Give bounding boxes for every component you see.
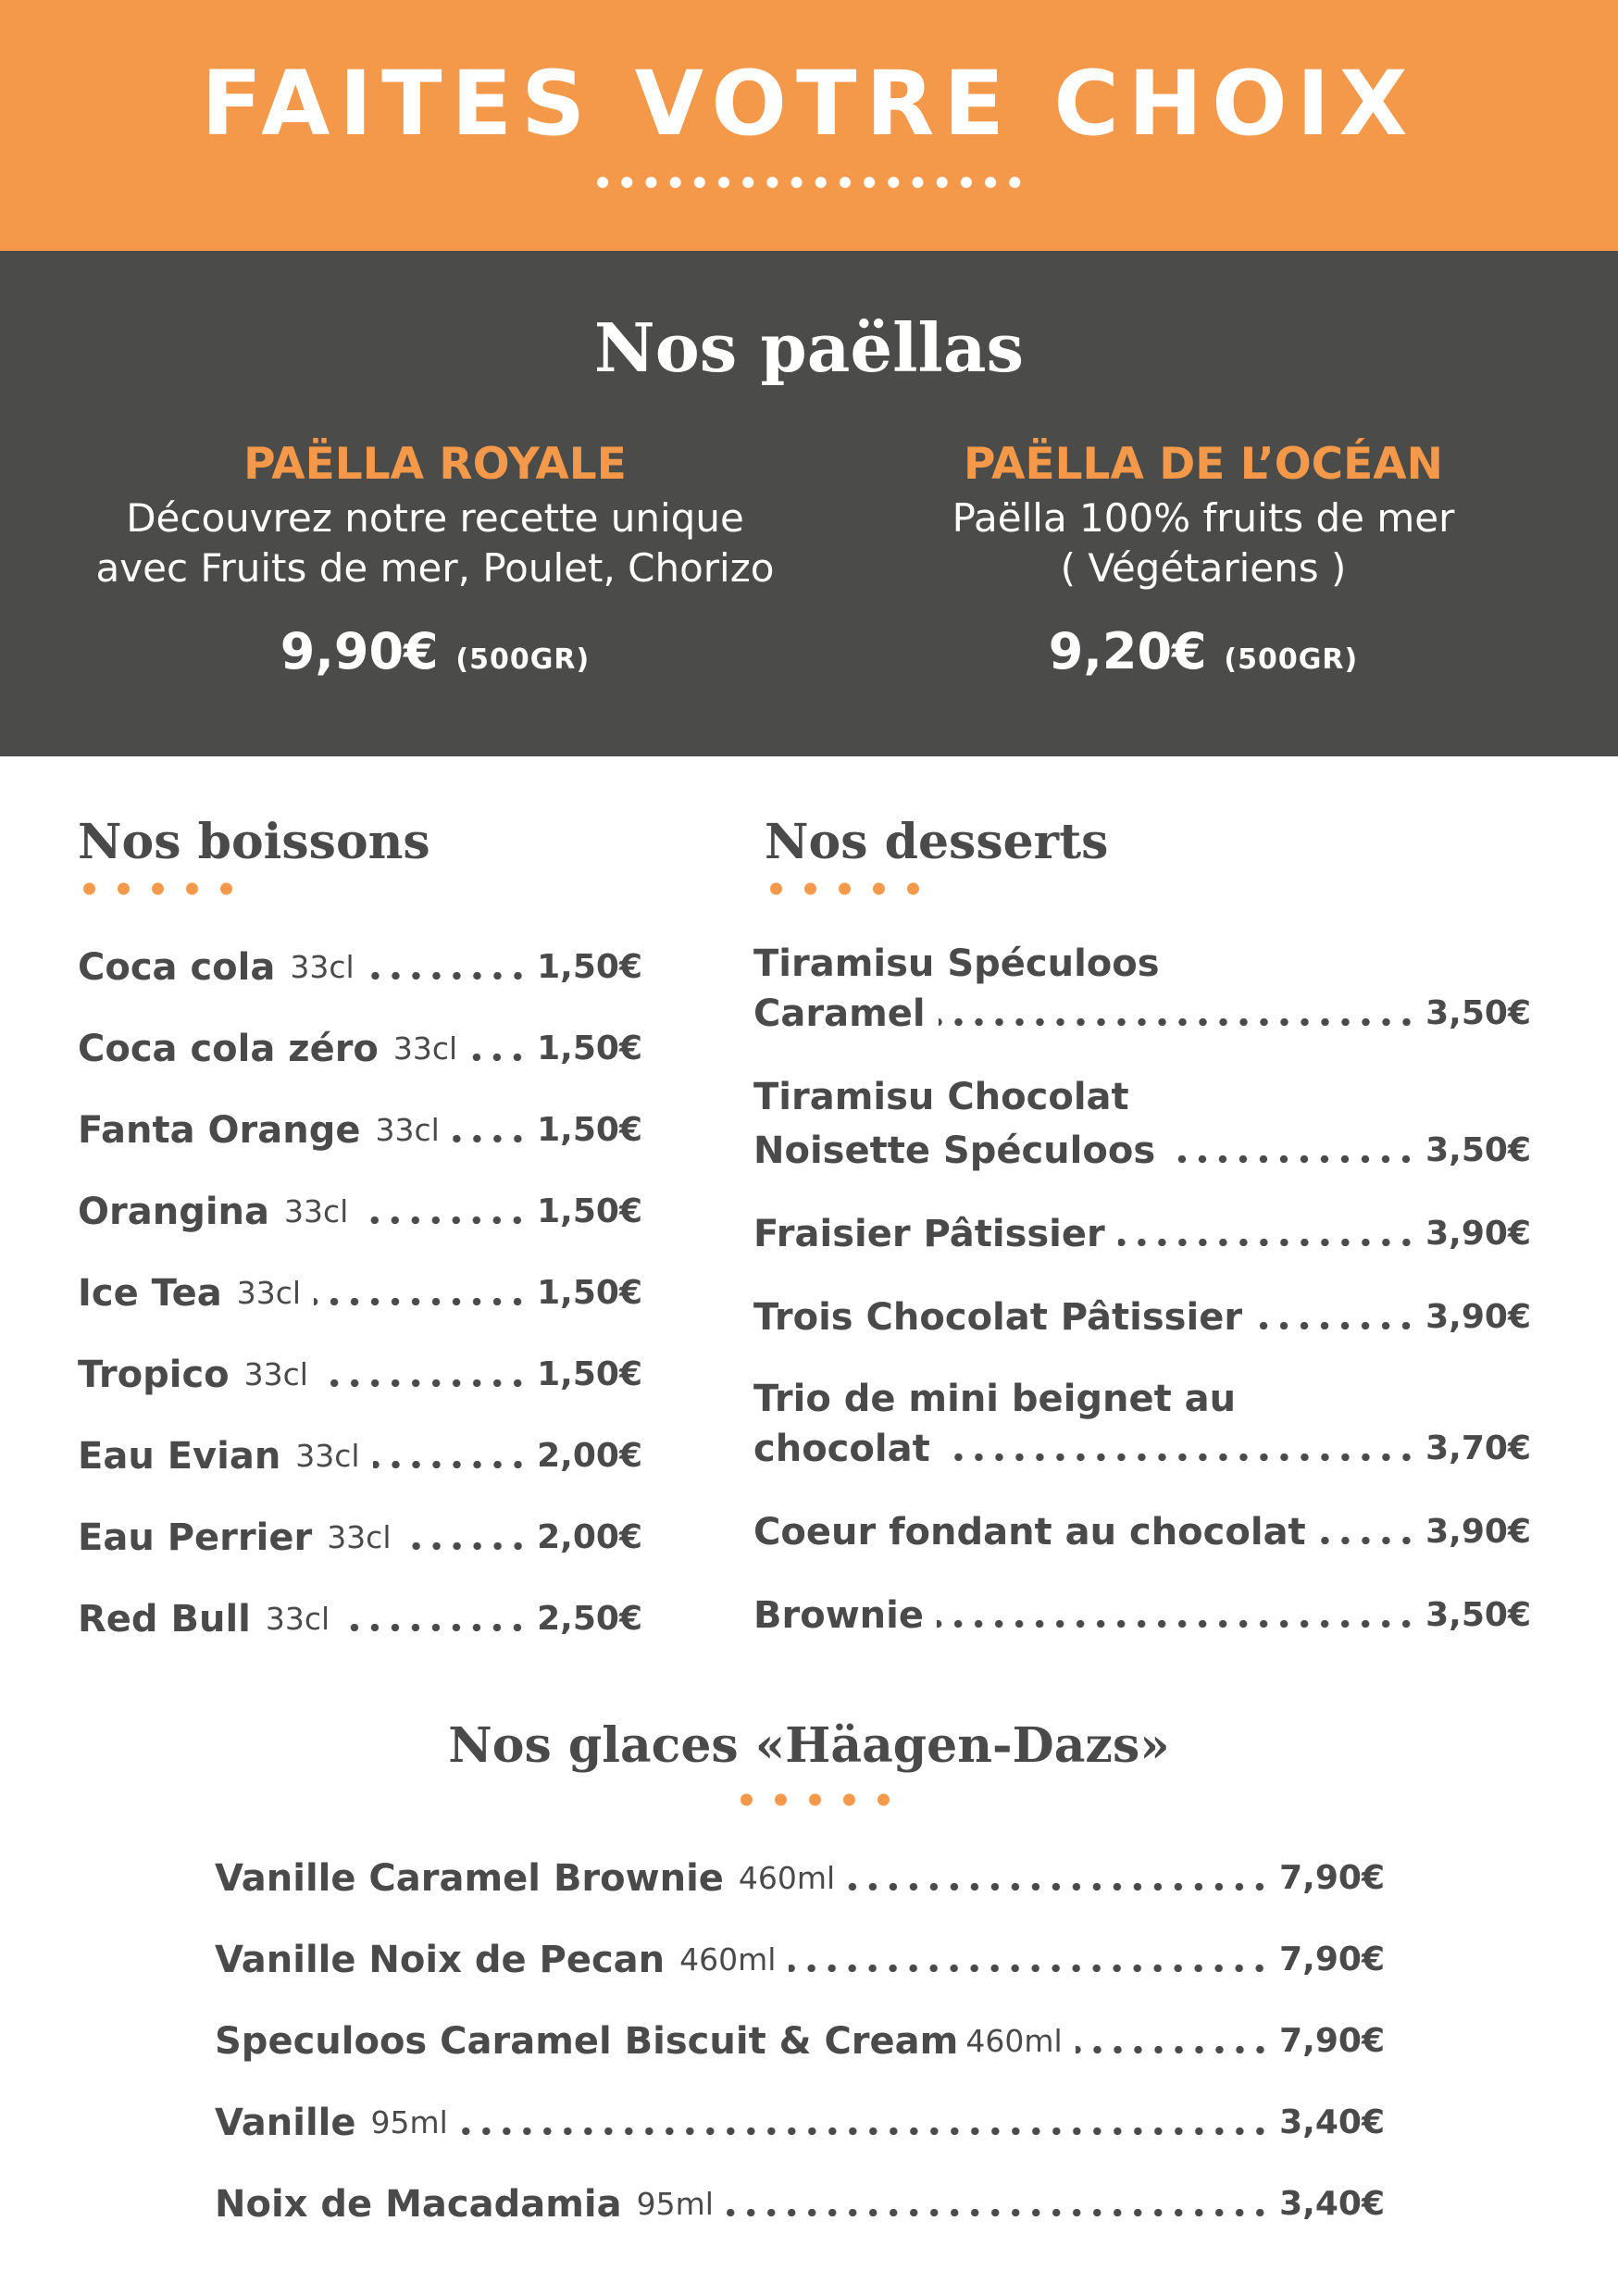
icecream-price: 3,40€ (1279, 2185, 1385, 2223)
drink-row (78, 1596, 642, 1642)
paella-section (0, 251, 1618, 756)
desserts-dots-divider (759, 881, 927, 896)
icecream-row (215, 2018, 1385, 2065)
drink-price: 1,50€ (537, 1029, 642, 1067)
dessert-name-line1: Tiramisu Chocolat (753, 1076, 1129, 1118)
dessert-name: Noisette Spéculoos (753, 1129, 1156, 1172)
drink-size: 33cl (375, 1112, 440, 1148)
dot-leader (342, 1624, 528, 1631)
drink-size: 33cl (243, 1356, 308, 1392)
paella-name: PAËLLA DE L’OCÉAN (964, 439, 1443, 490)
drink-name: Orangina (78, 1191, 270, 1233)
drink-row (78, 1352, 642, 1398)
icecream-row (215, 2100, 1385, 2146)
dot-leader (321, 1379, 528, 1387)
dot-leader (361, 1217, 528, 1224)
drink-row (78, 944, 642, 991)
drink-name: Tropico (78, 1354, 230, 1396)
dot-leader (314, 1298, 528, 1305)
dessert-name-line1: Tiramisu Spéculoos (753, 942, 1160, 985)
dot-leader (937, 1620, 1416, 1628)
icecream-name: Speculoos Caramel Biscuit & Cream (215, 2020, 959, 2063)
desserts-heading: Nos desserts (765, 814, 1109, 870)
header-banner (0, 0, 1618, 251)
icecream-size: 460ml (679, 1941, 777, 1978)
icecream-name: Noix de Macadamia (215, 2183, 622, 2226)
dot-leader (367, 972, 528, 980)
dessert-price: 3,50€ (1425, 1131, 1531, 1169)
icecream-size: 460ml (965, 2023, 1063, 2059)
paella-item (56, 436, 815, 693)
drink-size: 33cl (265, 1601, 330, 1637)
paella-description: avec Fruits de mer, Poulet, Chorizo (95, 545, 775, 591)
drink-name: Red Bull (78, 1598, 251, 1641)
dessert-price: 3,50€ (1425, 1596, 1531, 1634)
dot-leader (1076, 2046, 1270, 2053)
paella-weight: (500GR) (1224, 643, 1359, 676)
paella-item (870, 436, 1537, 693)
dot-leader (727, 2209, 1270, 2216)
drink-price: 1,50€ (537, 1355, 642, 1393)
dot-leader (848, 1883, 1270, 1890)
icecream-name: Vanille (215, 2102, 356, 2144)
dessert-price: 3,90€ (1425, 1513, 1531, 1551)
icecream-price: 3,40€ (1279, 2103, 1385, 2141)
drink-name: Eau Evian (78, 1435, 281, 1478)
dessert-row (753, 1592, 1531, 1639)
icecream-price: 7,90€ (1279, 1859, 1385, 1897)
paella-description: Découvrez notre recette unique (126, 495, 744, 541)
dot-leader (470, 1054, 528, 1061)
paella-heading: Nos paëllas (593, 308, 1025, 387)
dot-leader (943, 1454, 1416, 1461)
drink-size: 33cl (236, 1275, 302, 1311)
dessert-price: 3,90€ (1425, 1298, 1531, 1336)
drink-price: 1,50€ (537, 948, 642, 986)
drink-price: 2,50€ (537, 1600, 642, 1638)
header-dots-divider (591, 176, 1027, 189)
drink-row (78, 1026, 642, 1072)
icecream-size: 460ml (738, 1860, 836, 1896)
icecream-name: Vanille Noix de Pecan (215, 1939, 666, 1981)
icecream-price: 7,90€ (1279, 1940, 1385, 1978)
dessert-name: chocolat (753, 1428, 930, 1470)
drink-row (78, 1433, 642, 1479)
drink-name: Fanta Orange (78, 1109, 361, 1152)
dessert-row (753, 1211, 1531, 1257)
icecream-row (215, 2181, 1385, 2227)
drink-size: 33cl (290, 949, 355, 985)
drink-price: 1,50€ (537, 1274, 642, 1312)
drink-row (78, 1189, 642, 1235)
dot-leader (939, 1018, 1417, 1026)
dessert-name: Caramel (753, 992, 926, 1035)
drink-name: Coca cola (78, 946, 276, 989)
dot-leader (453, 1135, 528, 1142)
icecream-name: Vanille Caramel Brownie (215, 1857, 724, 1900)
paella-price: 9,20€ (1048, 622, 1207, 680)
drink-name: Ice Tea (78, 1272, 222, 1315)
dessert-price: 3,50€ (1425, 994, 1531, 1032)
drink-name: Coca cola zéro (78, 1028, 379, 1070)
drink-price: 1,50€ (537, 1192, 642, 1230)
dot-leader (1118, 1239, 1416, 1246)
drink-price: 2,00€ (537, 1437, 642, 1475)
drink-name: Eau Perrier (78, 1516, 313, 1559)
dessert-price: 3,90€ (1425, 1215, 1531, 1253)
drink-size: 33cl (392, 1030, 458, 1067)
dot-leader (373, 1461, 529, 1468)
drink-price: 1,50€ (537, 1111, 642, 1149)
dessert-name: Trois Chocolat Pâtissier (753, 1296, 1243, 1339)
page-title: FAITES VOTRE CHOIX (201, 52, 1417, 156)
dessert-row (753, 1509, 1531, 1555)
drink-price: 2,00€ (537, 1518, 642, 1556)
icecream-size: 95ml (636, 2186, 714, 2222)
paella-name: PAËLLA ROYALE (243, 439, 627, 490)
dessert-row (753, 1294, 1531, 1341)
dessert-row (753, 1128, 1531, 1174)
icecream-row (215, 1937, 1385, 1983)
dot-leader (1168, 1155, 1416, 1163)
drink-row (78, 1107, 642, 1154)
drink-row (78, 1515, 642, 1561)
drink-size: 33cl (295, 1438, 360, 1474)
icecream-dots-divider (729, 1792, 898, 1807)
paella-weight: (500GR) (455, 643, 591, 676)
dot-leader (461, 2128, 1270, 2135)
dessert-row (753, 991, 1531, 1037)
dessert-price: 3,70€ (1425, 1429, 1531, 1467)
paella-price-line (870, 619, 1537, 693)
dot-leader (789, 1965, 1270, 1972)
icecream-price: 7,90€ (1279, 2022, 1385, 2060)
dessert-name: Coeur fondant au chocolat (753, 1511, 1306, 1554)
dessert-row (753, 1426, 1531, 1472)
dot-leader (1319, 1537, 1416, 1544)
paella-price-line (56, 619, 815, 693)
dessert-name: Fraisier Pâtissier (753, 1213, 1105, 1255)
drinks-dots-divider (72, 881, 241, 896)
drink-size: 33cl (284, 1193, 349, 1229)
dot-leader (1255, 1322, 1416, 1329)
dessert-name: Brownie (753, 1594, 924, 1637)
paella-description: ( Végétariens ) (1060, 545, 1347, 591)
drink-size: 33cl (327, 1519, 392, 1555)
paella-price: 9,90€ (280, 622, 439, 680)
icecream-row (215, 1855, 1385, 1902)
icecream-size: 95ml (370, 2104, 448, 2140)
drink-row (78, 1270, 642, 1316)
paella-description: Paëlla 100% fruits de mer (952, 495, 1455, 541)
icecream-heading: Nos glaces «Häagen-Dazs» (448, 1717, 1170, 1774)
dot-leader (404, 1542, 529, 1550)
drinks-heading: Nos boissons (78, 814, 430, 870)
dessert-name-line1: Trio de mini beignet au (753, 1378, 1237, 1420)
